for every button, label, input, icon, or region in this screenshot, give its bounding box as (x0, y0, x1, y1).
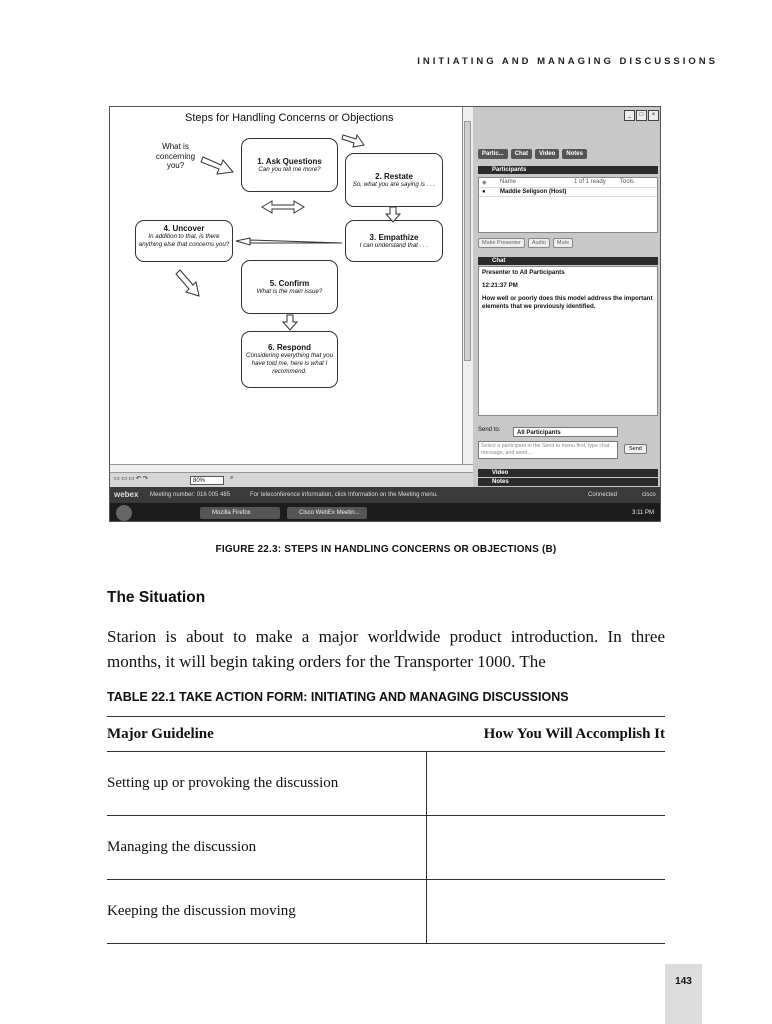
meeting-status-bar (110, 487, 661, 503)
step-title: 5. Confirm (269, 279, 310, 288)
running-head: INITIATING AND MANAGING DISCUSSIONS (417, 56, 718, 67)
table-row (107, 816, 665, 880)
presentation-slide (110, 107, 463, 464)
mic-icon: ◈ (482, 180, 487, 186)
start-button-icon[interactable] (116, 505, 132, 521)
question-text: What is concerning you? (155, 142, 196, 171)
taskbar-firefox[interactable]: Mozilla Firefox (200, 507, 280, 519)
arrow-ask-to-restate (342, 135, 364, 147)
chat-input[interactable]: Select a participant in the Send to menu first, type chat message, and send.... (478, 441, 618, 459)
meeting-number: Meeting number: 016 005 485 (150, 492, 231, 498)
connection-status: Connected (588, 492, 618, 498)
tab-notes[interactable]: Notes (562, 149, 587, 159)
clock: 3:11 PM (632, 510, 654, 516)
table-header-row (107, 717, 665, 752)
chat-timestamp: 12:21:37 PM (482, 282, 518, 290)
step-text: In addition to that, is there anything else that concerns you? (138, 233, 230, 248)
page-number: 143 (665, 964, 702, 1024)
tab-video[interactable]: Video (535, 149, 559, 159)
name-column-header[interactable]: Name (500, 179, 517, 185)
table-row (107, 752, 665, 816)
step-text: Considering everything that you have told me, here is what I recommend. (245, 352, 334, 375)
step-text: So, what you are saying is . . . (352, 181, 436, 188)
guideline-cell: Setting up or provoking the discussion (107, 752, 426, 816)
participant-buttons (478, 238, 658, 248)
step-title: 1. Ask Questions (257, 157, 322, 166)
panel-tabs (478, 149, 658, 159)
windows-taskbar (110, 503, 661, 522)
scroll-thumb[interactable] (464, 121, 471, 361)
video-header[interactable]: Video (478, 469, 658, 477)
teleconference-info: For teleconference information, click Information on the Meeting menu. (250, 492, 438, 498)
ready-status: 1 of 1 ready (574, 179, 606, 185)
arrow-restate-to-empathize (386, 207, 400, 222)
body-paragraph: Starion is about to make a major worldwide product introduction. In three months, it will begin taking orders for the Transporter 1000. The (107, 627, 665, 671)
header-major-guideline: Major Guideline (107, 717, 426, 752)
guideline-cell: Managing the discussion (107, 816, 426, 880)
window-controls (624, 110, 659, 121)
arrow-double-horizontal (262, 201, 304, 213)
arrow-uncover-to-confirm (176, 270, 199, 296)
flow-arrows (110, 107, 463, 464)
step-title: 2. Restate (375, 172, 413, 181)
participants-list (478, 177, 658, 233)
step-text: What is the main issue? (256, 288, 323, 295)
layout-icons[interactable]: ▭ ▭ ▭ ↶ ↷ (114, 476, 148, 482)
participants-header[interactable]: Participants (478, 166, 658, 174)
participant-name[interactable]: Maddie Seligson (Host) (500, 189, 567, 195)
response-cell[interactable] (426, 752, 665, 816)
arrow-question-to-ask (201, 157, 233, 174)
table-row (107, 880, 665, 944)
arrow-confirm-to-respond (283, 315, 297, 330)
header-how-accomplish: How You Will Accomplish It (426, 717, 665, 752)
presenter-ball-icon: ● (482, 189, 486, 195)
response-cell[interactable] (426, 816, 665, 880)
table-title: TABLE 22.1 TAKE ACTION FORM: INITIATING AND MANAGING DISCUSSIONS (107, 690, 569, 704)
tools-column-header: Tools (620, 179, 635, 185)
tab-chat[interactable]: Chat (511, 149, 532, 159)
zoom-icon[interactable]: ⌕ (230, 475, 234, 481)
step-text: I can understand that . . . (359, 242, 429, 249)
response-cell[interactable] (426, 880, 665, 944)
slide-title: Steps for Handling Concerns or Objections (185, 112, 394, 124)
send-button[interactable]: Send (624, 444, 647, 454)
chat-message: How well or poorly does this model address the important elements that we previously identified. (482, 295, 653, 311)
slide-toolbar (110, 472, 473, 488)
step-title: 6. Respond (267, 343, 312, 352)
arrow-empathize-to-uncover (236, 238, 342, 245)
webex-side-panel (473, 107, 661, 487)
audio-button[interactable]: Audio (528, 238, 550, 248)
step-title: 3. Empathize (369, 233, 419, 242)
webex-logo: webex (114, 490, 139, 499)
maximize-icon[interactable]: □ (636, 110, 647, 121)
step-title: 4. Uncover (163, 224, 205, 233)
guideline-cell: Keeping the discussion moving (107, 880, 426, 944)
send-to-select[interactable]: All Participants (513, 427, 618, 437)
webex-screenshot-figure (109, 106, 661, 522)
tab-participants[interactable]: Partic... (478, 149, 508, 159)
chat-log (478, 266, 658, 416)
step-text: Can you tell me more? (258, 166, 321, 173)
cisco-logo: cisco (642, 492, 656, 498)
chat-recipient: Presenter to All Participants (482, 269, 565, 276)
send-to-label: Send to: (478, 427, 501, 433)
chat-header[interactable]: Chat (478, 257, 658, 265)
notes-header[interactable]: Notes (478, 478, 658, 486)
close-icon[interactable]: × (648, 110, 659, 121)
take-action-table (107, 716, 665, 944)
section-heading: The Situation (107, 589, 206, 606)
taskbar-webex[interactable]: Cisco WebEx Meetin... (287, 507, 367, 519)
chat-send-row (478, 427, 658, 456)
figure-caption: FIGURE 22.3: STEPS IN HANDLING CONCERNS OR OBJECTIONS (B) (215, 544, 557, 555)
make-presenter-button[interactable]: Make Presenter (478, 238, 525, 248)
zoom-select[interactable]: 80% (190, 476, 224, 485)
minimize-icon[interactable]: _ (624, 110, 635, 121)
mute-button[interactable]: Mute (553, 238, 573, 248)
